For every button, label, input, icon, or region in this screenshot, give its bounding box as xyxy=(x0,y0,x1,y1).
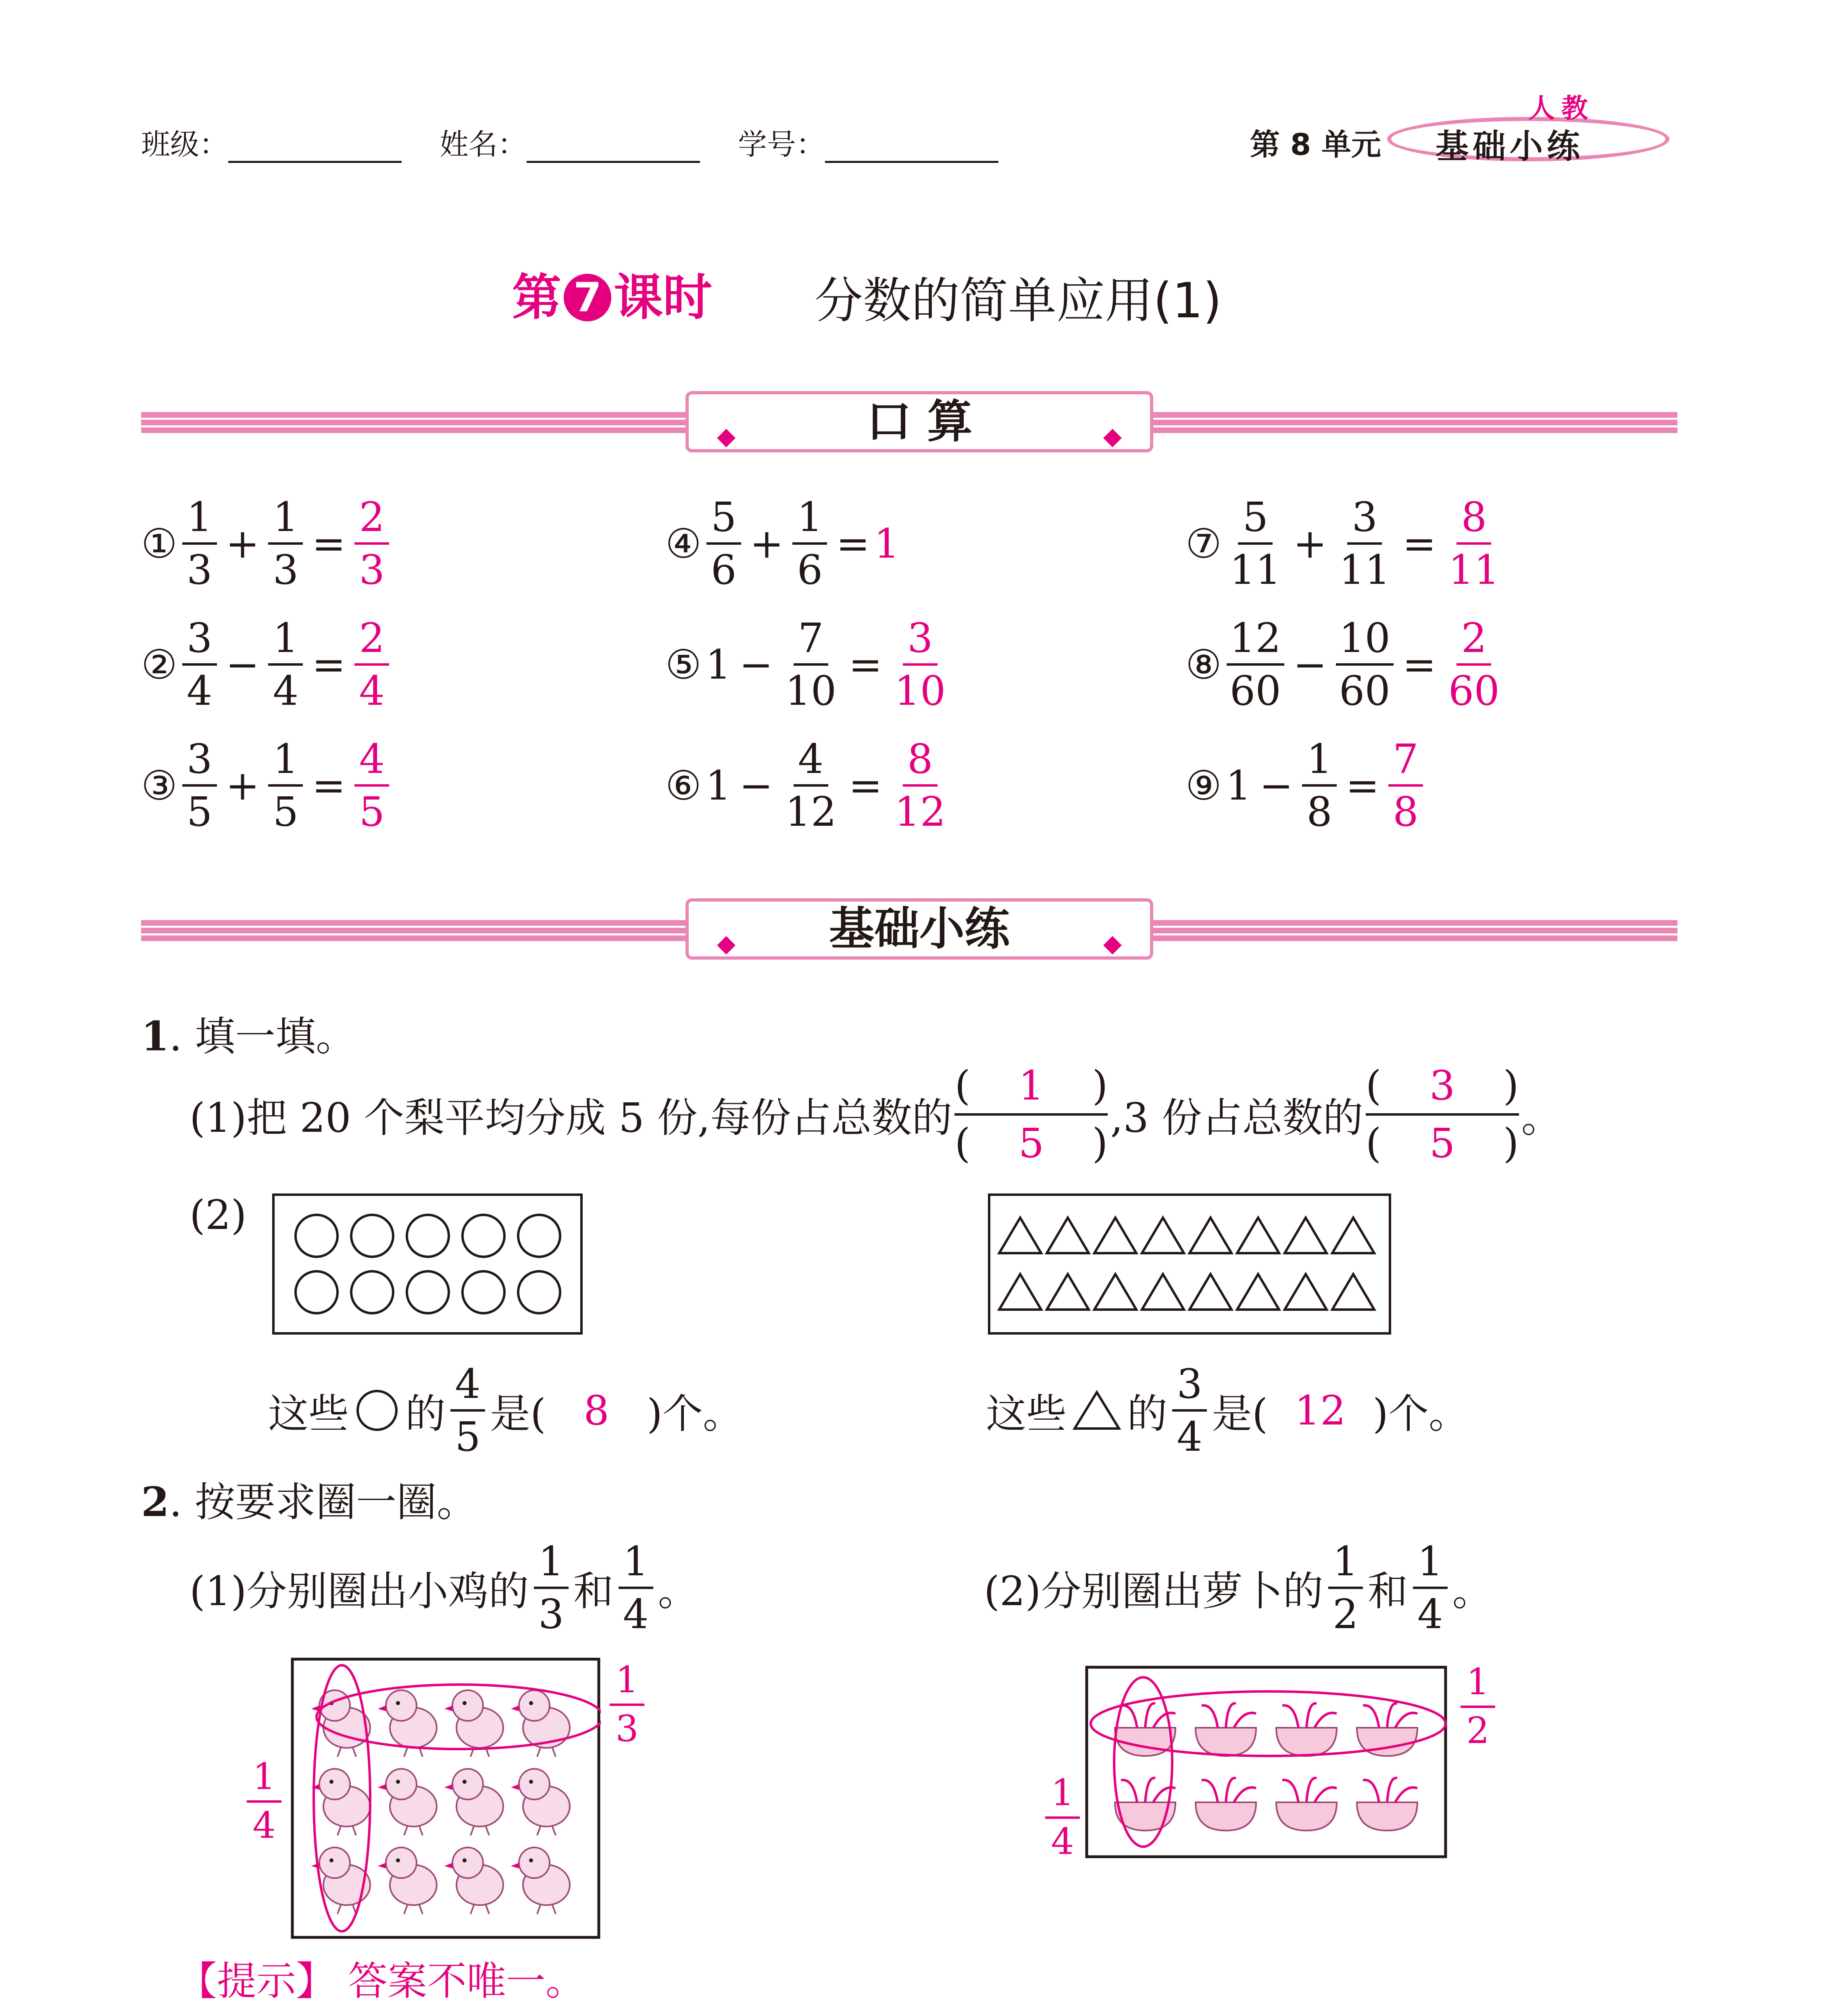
q1-circle-text-d: )个。 xyxy=(647,1390,744,1437)
fraction: $\frac{1}{8}$ xyxy=(1302,738,1337,833)
equals-sign: = xyxy=(1346,762,1379,809)
triangle-answer[interactable]: 12 xyxy=(1294,1387,1346,1434)
operand: 1 xyxy=(705,762,731,809)
q1-tri-text-b: 的 xyxy=(1127,1390,1167,1437)
triangle-shape xyxy=(1190,1218,1231,1253)
answer-numerator: 1 xyxy=(1018,1062,1044,1109)
circle-mark-row xyxy=(1091,1691,1446,1756)
circle-shape xyxy=(296,1215,338,1257)
circle-shape xyxy=(463,1271,504,1313)
lesson-number xyxy=(512,258,712,329)
answer-fraction[interactable]: $\frac{8}{12}$ xyxy=(894,735,946,835)
fraction: $\frac{1}{5}$ xyxy=(268,738,303,833)
chick-label-third: $\frac{1}{3}$ xyxy=(605,1661,649,1748)
item-number: ⑥ xyxy=(665,762,702,809)
page-title: 分数的简单应用(1) xyxy=(815,273,1222,329)
radish-icon xyxy=(1196,1778,1256,1831)
triangle-shape xyxy=(1094,1274,1136,1310)
fraction: $\frac{3}{4}$ xyxy=(182,617,217,712)
fraction: $\frac{1}{3}$ xyxy=(268,496,303,591)
class-label: 班级： xyxy=(141,127,229,161)
q2-number: 2 xyxy=(141,1478,169,1526)
oral-item xyxy=(665,494,900,594)
fraction: $\frac{1}{4}$ xyxy=(268,617,303,712)
operand: + xyxy=(225,762,260,809)
q1-part2-label: (2) xyxy=(190,1191,247,1239)
q2-p1-and: 和 xyxy=(573,1568,614,1615)
name-blank[interactable] xyxy=(527,132,700,163)
q1-circle-text-c: 是( xyxy=(490,1390,546,1437)
equals-sign: = xyxy=(1402,641,1436,688)
equals-sign: = xyxy=(848,641,883,688)
circle-shape xyxy=(351,1271,393,1313)
triangle-shape xyxy=(1285,1274,1327,1310)
radish-label-quarter: $\frac{1}{4}$ xyxy=(1040,1774,1085,1861)
answer-denominator: 5 xyxy=(1429,1120,1455,1167)
fraction: $\frac{4}{12}$ xyxy=(785,735,837,835)
triangles-box xyxy=(988,1193,1391,1335)
radish-label-half: $\frac{1}{2}$ xyxy=(1456,1663,1500,1750)
triangle-shape xyxy=(1285,1218,1327,1253)
answer-value[interactable]: 1 xyxy=(874,520,900,567)
circle-shape xyxy=(407,1271,449,1313)
fraction: $\frac{4}{5}$ xyxy=(450,1363,485,1458)
q1-number: 1 xyxy=(141,1012,169,1060)
diamond-icon: ◆ xyxy=(717,929,736,958)
oral-item xyxy=(141,614,394,714)
chick-icon xyxy=(378,1847,437,1914)
radish-icon xyxy=(1276,1778,1337,1831)
fraction: $\frac{1}{2}$ xyxy=(1328,1540,1363,1635)
chick-icon xyxy=(444,1847,503,1914)
item-number: ① xyxy=(141,520,177,567)
triangle-shape xyxy=(1190,1274,1231,1310)
answer-fraction[interactable]: ( 1 ) ( 5 ) xyxy=(954,1062,1108,1167)
chick-icon xyxy=(511,1769,570,1835)
circles-box xyxy=(272,1193,583,1335)
equals-sign: = xyxy=(1402,520,1436,567)
q1-p1-end: 。 xyxy=(1521,1094,1562,1141)
answer-fraction[interactable]: $\frac{3}{10}$ xyxy=(894,614,946,714)
name-label: 姓名： xyxy=(440,127,527,161)
fraction: $\frac{7}{10}$ xyxy=(785,614,837,714)
class-blank[interactable] xyxy=(228,132,402,163)
fraction: $\frac{1}{3}$ xyxy=(182,496,217,591)
triangle-shape xyxy=(1094,1218,1136,1253)
oral-item xyxy=(141,494,394,594)
diamond-icon: ◆ xyxy=(717,422,736,450)
operand: − xyxy=(1259,762,1294,809)
triangle-shape xyxy=(1237,1218,1279,1253)
q1-p1-text: (1)把 20 个梨平均分成 5 份,每份占总数的 xyxy=(190,1094,952,1141)
triangle-shape xyxy=(1047,1218,1089,1253)
q2-p2-end: 。 xyxy=(1452,1568,1493,1615)
q1-tri-text-d: )个。 xyxy=(1373,1390,1469,1437)
triangle-shape xyxy=(1142,1274,1184,1310)
item-number: ③ xyxy=(141,762,177,809)
fraction: $\frac{1}{6}$ xyxy=(792,496,827,591)
answer-fraction[interactable]: $\frac{2}{3}$ xyxy=(354,496,389,591)
q1-title xyxy=(141,1004,356,1062)
equals-sign: = xyxy=(312,762,346,809)
q2-p1-text: (1)分别圈出小鸡的 xyxy=(190,1568,529,1615)
q2-part1 xyxy=(190,1538,698,1638)
q2-title-text: . 按要求圈一圈。 xyxy=(169,1479,477,1526)
operand: − xyxy=(739,762,773,809)
circle-shape xyxy=(518,1271,560,1313)
chick-icon xyxy=(311,1769,370,1835)
radish-box xyxy=(1085,1665,1448,1859)
fraction: $\frac{3}{4}$ xyxy=(1172,1363,1207,1458)
answer-fraction[interactable]: ( 3 ) ( 5 ) xyxy=(1365,1062,1519,1167)
q1-part1 xyxy=(190,1062,1562,1167)
circle-shape xyxy=(296,1271,338,1313)
badge-title: 基础小练 xyxy=(1436,127,1584,166)
q2-p2-text: (2)分别圈出萝卜的 xyxy=(984,1568,1323,1615)
fraction: $\frac{12}{60}$ xyxy=(1227,617,1284,712)
operand: − xyxy=(225,641,260,688)
section-title-oral-text: 口 算 xyxy=(866,396,973,448)
oral-item xyxy=(1186,735,1428,835)
name-field xyxy=(440,121,700,163)
id-blank[interactable] xyxy=(825,132,998,163)
oral-item xyxy=(141,735,394,835)
section-title-basic xyxy=(685,898,1153,960)
diamond-icon: ◆ xyxy=(1103,422,1122,450)
circle-icon xyxy=(353,1388,401,1433)
q1-circle-text-a: 这些 xyxy=(268,1390,349,1437)
equals-sign: = xyxy=(848,762,883,809)
circle-shape xyxy=(518,1215,560,1257)
q1-tri-text-c: 是( xyxy=(1212,1390,1268,1437)
q1-triangle-sentence xyxy=(986,1360,1469,1460)
answer-fraction[interactable]: $\frac{7}{8}$ xyxy=(1388,738,1423,833)
circle-shape xyxy=(407,1215,449,1257)
answer-fraction[interactable]: $\frac{8}{11}$ xyxy=(1448,494,1500,594)
chick-box xyxy=(290,1657,601,1939)
item-number: ⑨ xyxy=(1186,762,1222,809)
operand: − xyxy=(1293,641,1327,688)
circle-shape xyxy=(463,1215,504,1257)
triangle-shape xyxy=(1142,1218,1184,1253)
operand: + xyxy=(1293,520,1327,567)
q1-title-text: . 填一填。 xyxy=(169,1013,356,1060)
operand: + xyxy=(225,520,260,567)
triangle-shape xyxy=(1332,1274,1374,1310)
section-title-oral xyxy=(685,391,1153,452)
chick-icon xyxy=(444,1690,503,1757)
equals-sign: = xyxy=(312,641,346,688)
triangle-shape xyxy=(999,1218,1041,1253)
oral-item xyxy=(1186,614,1508,714)
fraction: $\frac{10}{60}$ xyxy=(1336,617,1394,712)
item-number: ④ xyxy=(665,520,702,567)
q1-circle-sentence xyxy=(268,1360,744,1460)
q1-circle-text-b: 的 xyxy=(405,1390,446,1437)
fraction: $\frac{1}{3}$ xyxy=(534,1540,569,1635)
triangle-icon xyxy=(1071,1388,1123,1433)
chick-icon xyxy=(378,1769,437,1835)
q2-p1-end: 。 xyxy=(658,1568,698,1615)
oral-item xyxy=(665,614,954,714)
unit-label: 第 8 单元 xyxy=(1250,127,1381,162)
operand: 1 xyxy=(705,641,731,688)
answer-numerator: 3 xyxy=(1429,1062,1455,1109)
answer-fraction[interactable]: $\frac{2}{4}$ xyxy=(354,617,389,712)
triangle-shape xyxy=(999,1274,1041,1310)
diamond-icon: ◆ xyxy=(1103,929,1122,958)
q2-part2 xyxy=(984,1538,1493,1638)
id-field xyxy=(738,121,998,163)
fraction: $\frac{5}{11}$ xyxy=(1229,494,1281,594)
fraction: $\frac{3}{11}$ xyxy=(1339,494,1390,594)
q2-p2-and: 和 xyxy=(1367,1568,1408,1615)
operand: 1 xyxy=(1225,762,1252,809)
oral-item xyxy=(665,735,954,835)
lesson-number-circle: 7 xyxy=(564,274,611,321)
lesson-suffix: 课时 xyxy=(614,269,712,326)
operand: + xyxy=(750,520,784,567)
fraction: $\frac{1}{4}$ xyxy=(619,1540,653,1635)
answer-fraction[interactable]: $\frac{2}{60}$ xyxy=(1448,614,1500,714)
radish-icon xyxy=(1357,1778,1417,1831)
item-number: ⑦ xyxy=(1186,520,1222,567)
item-number: ② xyxy=(141,641,177,688)
answer-denominator: 5 xyxy=(1018,1120,1044,1167)
chick-icon xyxy=(511,1847,570,1914)
answer-fraction[interactable]: $\frac{4}{5}$ xyxy=(354,738,389,833)
triangle-shape xyxy=(1047,1274,1089,1310)
circle-answer[interactable]: 8 xyxy=(583,1387,609,1434)
radish-icon xyxy=(1196,1704,1256,1756)
section-title-basic-text: 基础小练 xyxy=(829,903,1010,955)
fraction: $\frac{1}{4}$ xyxy=(1413,1540,1448,1635)
circle-shape xyxy=(351,1215,393,1257)
q2-hint: 【提示】 答案不唯一。 xyxy=(177,1958,585,2004)
radish-icon xyxy=(1276,1704,1337,1756)
q1-p1-text-2: ,3 份占总数的 xyxy=(1110,1094,1363,1141)
fraction: $\frac{5}{6}$ xyxy=(706,496,741,591)
class-field xyxy=(141,121,402,163)
triangle-shape xyxy=(1237,1274,1279,1310)
q1-tri-text-a: 这些 xyxy=(986,1390,1067,1437)
equals-sign: = xyxy=(312,520,346,567)
item-number: ⑤ xyxy=(665,641,702,688)
chick-icon xyxy=(444,1769,503,1835)
triangle-shape xyxy=(1332,1218,1374,1253)
badge-publisher: 人教 xyxy=(1528,93,1594,124)
chick-label-quarter: $\frac{1}{4}$ xyxy=(242,1758,286,1845)
id-label: 学号： xyxy=(738,127,825,161)
lesson-prefix: 第 xyxy=(512,269,561,326)
equals-sign: = xyxy=(836,520,870,567)
oral-item xyxy=(1186,494,1508,594)
item-number: ⑧ xyxy=(1186,641,1222,688)
q2-title xyxy=(141,1470,477,1528)
operand: − xyxy=(739,641,773,688)
fraction: $\frac{3}{5}$ xyxy=(182,738,217,833)
